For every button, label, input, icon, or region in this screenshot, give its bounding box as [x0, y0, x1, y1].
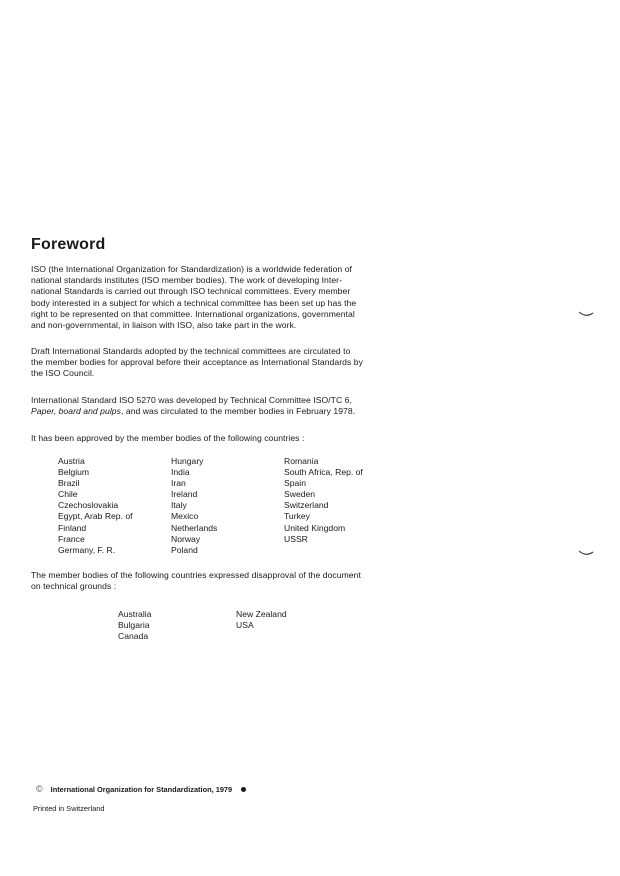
country-item: Poland — [171, 544, 198, 555]
draft-paragraph — [31, 346, 377, 380]
bullet-dot-icon — [241, 787, 246, 792]
country-item: Finland — [58, 522, 87, 533]
country-item: Mexico — [171, 511, 199, 522]
disapproved-countries-column-1 — [118, 609, 151, 642]
committee-scope-italic: Paper, board and pulps — [31, 406, 121, 417]
country-item: Australia — [118, 609, 152, 619]
country-item: USA — [236, 620, 254, 631]
approved-intro-paragraph — [31, 433, 377, 444]
paragraph-line: right to be represented on that committee. International organizations, governmental — [31, 308, 355, 319]
intro-paragraph — [31, 264, 377, 331]
disapproved-countries-column-2 — [236, 609, 287, 631]
country-item: South Africa, Rep. of — [284, 467, 363, 478]
country-item: India — [171, 467, 190, 478]
country-item: France — [58, 533, 85, 544]
paragraph-line: national standards institutes (ISO member bodies). The work of developing Inter- — [31, 275, 342, 286]
country-item: Austria — [58, 456, 85, 466]
paragraph-line: International Standard ISO 5270 was developed by Technical Committee ISO/TC 6, — [31, 395, 352, 405]
standard-paragraph — [31, 395, 377, 417]
paragraph-line: The member bodies of the following countries expressed disapproval of the document — [31, 570, 361, 580]
printed-location: Printed in Switzerland — [33, 804, 105, 813]
paragraph-line: the ISO Council. — [31, 368, 95, 379]
paragraph-line: and non-governmental, in liaison with ISO, also take part in the work. — [31, 320, 297, 331]
country-item: Ireland — [171, 489, 198, 500]
country-item: Italy — [171, 500, 187, 511]
scan-mark-icon — [578, 549, 594, 557]
paragraph-line: national Standards is carried out through ISO technical committees. Every member — [31, 286, 351, 297]
country-item: Belgium — [58, 467, 90, 478]
paragraph-line: ISO (the International Organization for Standardization) is a worldwide federation of — [31, 264, 352, 274]
country-item: Turkey — [284, 511, 310, 522]
paragraph-line — [31, 406, 377, 417]
country-item: Canada — [118, 631, 149, 642]
page-title: Foreword — [31, 236, 106, 253]
paragraph-line: on technical grounds : — [31, 581, 117, 592]
country-item: Netherlands — [171, 522, 218, 533]
country-item: Hungary — [171, 456, 204, 466]
country-item: Czechoslovakia — [58, 500, 119, 511]
paragraph-line: It has been approved by the member bodies of the following countries : — [31, 433, 305, 443]
country-item: USSR — [284, 533, 308, 544]
country-item: Switzerland — [284, 500, 329, 511]
country-item: Sweden — [284, 489, 316, 500]
paragraph-line-rest: , and was circulated to the member bodies in February 1978. — [120, 406, 356, 417]
country-item: United Kingdom — [284, 522, 346, 533]
paragraph-line: body interested in a subject for which a technical committee has been set up has the — [31, 297, 357, 308]
copyright-text: International Organization for Standardization, 1979 — [50, 784, 233, 794]
country-item: Iran — [171, 478, 186, 489]
country-item: Norway — [171, 533, 201, 544]
approved-countries-column-3 — [284, 456, 363, 545]
country-item: New Zealand — [236, 609, 287, 619]
country-item: Brazil — [58, 478, 80, 489]
country-item: Romania — [284, 456, 319, 466]
country-item: Chile — [58, 489, 78, 500]
copyright-line — [36, 784, 246, 794]
scan-mark-icon — [578, 310, 594, 318]
approved-countries-column-2 — [171, 456, 217, 556]
paragraph-line: the member bodies for approval before their acceptance as International Standards by — [31, 357, 363, 368]
copyright-icon: © — [36, 784, 43, 794]
paragraph-line: Draft International Standards adopted by the technical committees are circulated to — [31, 346, 351, 356]
country-item: Spain — [284, 478, 306, 489]
country-item: Germany, F. R. — [58, 544, 116, 555]
country-item: Bulgaria — [118, 620, 150, 631]
approved-countries-column-1 — [58, 456, 133, 556]
disapproval-paragraph — [31, 570, 377, 592]
country-item: Egypt, Arab Rep. of — [58, 511, 133, 522]
